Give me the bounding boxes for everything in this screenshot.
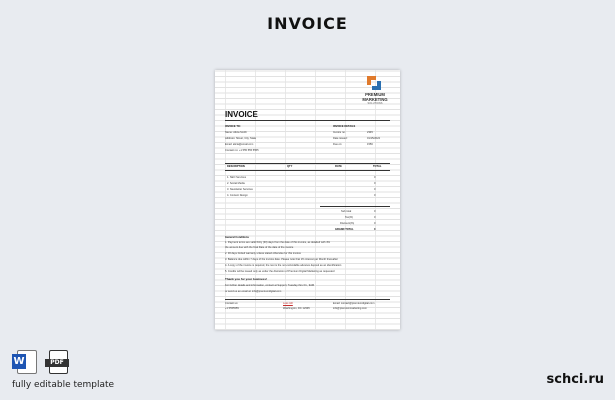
footer-web: info@premiummarketing.com bbox=[333, 307, 367, 310]
footer-email: Email: contact@premiumdigital.com bbox=[333, 302, 375, 305]
terms-heading: General Conditions bbox=[225, 236, 249, 239]
item-total: 0 bbox=[374, 176, 376, 179]
due-value: 1556 bbox=[367, 143, 373, 146]
col-rate: RATE bbox=[335, 165, 342, 168]
tax-label: Tax(%) bbox=[345, 216, 354, 219]
discount-value: 0 bbox=[374, 222, 376, 225]
format-icons bbox=[12, 349, 71, 375]
subtotal-value: 0 bbox=[374, 210, 376, 213]
contact-label: Contact us: bbox=[225, 302, 239, 305]
summary-rule bbox=[320, 206, 390, 207]
terms-line: the amount due with the final Date of the date of the invoice bbox=[225, 246, 294, 249]
client-name: Name: Alicia Smith bbox=[225, 131, 247, 134]
client-phone: Contact no: +1 555 555 5555 bbox=[225, 149, 259, 152]
company-logo bbox=[367, 76, 381, 90]
item-total: 0 bbox=[374, 182, 376, 185]
page-title: INVOICE bbox=[267, 14, 348, 33]
item-description: 3. Newsletter Services bbox=[227, 188, 253, 191]
item-total: 0 bbox=[374, 194, 376, 197]
invoice-no: 2345 bbox=[367, 131, 373, 134]
contact-phone: +1 5555555 bbox=[225, 307, 239, 310]
due-label: Due on: bbox=[333, 143, 343, 146]
invoice-to-label: INVOICE TO: bbox=[225, 125, 241, 128]
invoice-heading: INVOICE bbox=[225, 110, 258, 119]
client-address: Address: Street, City, State bbox=[225, 137, 257, 140]
invoice-preview[interactable] bbox=[215, 70, 400, 330]
col-total: TOTAL bbox=[373, 165, 382, 168]
item-description: 2. Social Media bbox=[227, 182, 245, 185]
caption: fully editable template bbox=[12, 380, 115, 390]
divider bbox=[225, 120, 390, 121]
invoice-details-label: INVOICE DETAILS bbox=[333, 125, 356, 128]
footer-rule bbox=[225, 299, 390, 300]
item-description: 4. Content Design bbox=[227, 194, 248, 197]
terms-line: 4. A copy of the invoice is required, the rest is the non-refundable advance deposit as an identification bbox=[225, 264, 342, 267]
company-name: PREMIUM MARKETING SOLUTIONS bbox=[362, 92, 388, 106]
table-top-rule bbox=[225, 163, 390, 164]
grand-total-label: GRAND TOTAL bbox=[335, 228, 354, 231]
terms-line: 1. Payment terms are valid thirty (30) days from the date of this invoice, as detailed with 4% bbox=[225, 241, 330, 244]
invoice-no-label: Invoice no: bbox=[333, 131, 346, 134]
site-watermark[interactable]: schci.ru bbox=[546, 372, 604, 387]
word-icon[interactable]: W bbox=[12, 349, 38, 375]
date-label: Date issued: bbox=[333, 137, 348, 140]
client-email: Email: alicia@email.com bbox=[225, 143, 254, 146]
address-value: Washington, DC 12345 bbox=[283, 307, 310, 310]
tax-value: 0 bbox=[374, 216, 376, 219]
item-total: 0 bbox=[374, 188, 376, 191]
footer-note: For further details and information, contact at Support, Tuesday thru Fri., 9AM bbox=[225, 284, 315, 287]
item-description: 1. SEO Services bbox=[227, 176, 247, 179]
terms-line: 5. Credits will be issued only as under the discretion of Premium Digital Marketing as requested bbox=[225, 270, 335, 273]
discount-label: Discount(%) bbox=[340, 222, 355, 225]
date-value: 01/15/2024 bbox=[367, 137, 380, 140]
address-label: Loss Hill bbox=[283, 302, 293, 305]
pdf-icon[interactable]: PDF bbox=[45, 349, 71, 375]
col-description: DESCRIPTION bbox=[227, 165, 245, 168]
thanks-message: Thank you for your business! bbox=[225, 277, 268, 281]
grand-total-value: 0 bbox=[374, 228, 376, 231]
col-qty: QTY bbox=[287, 165, 293, 168]
table-header-rule bbox=[225, 170, 390, 171]
footer-note: or send us an email at: info@premiumdigital.com bbox=[225, 290, 282, 293]
terms-line: 2. 30 days limited warranty unless stated otherwise for this invoice bbox=[225, 252, 301, 255]
terms-line: 3. Balance due within 7 days of the invoice date. Please note that 1% interest per Month thereafter bbox=[225, 258, 338, 261]
subtotal-label: Sub total bbox=[341, 210, 352, 213]
